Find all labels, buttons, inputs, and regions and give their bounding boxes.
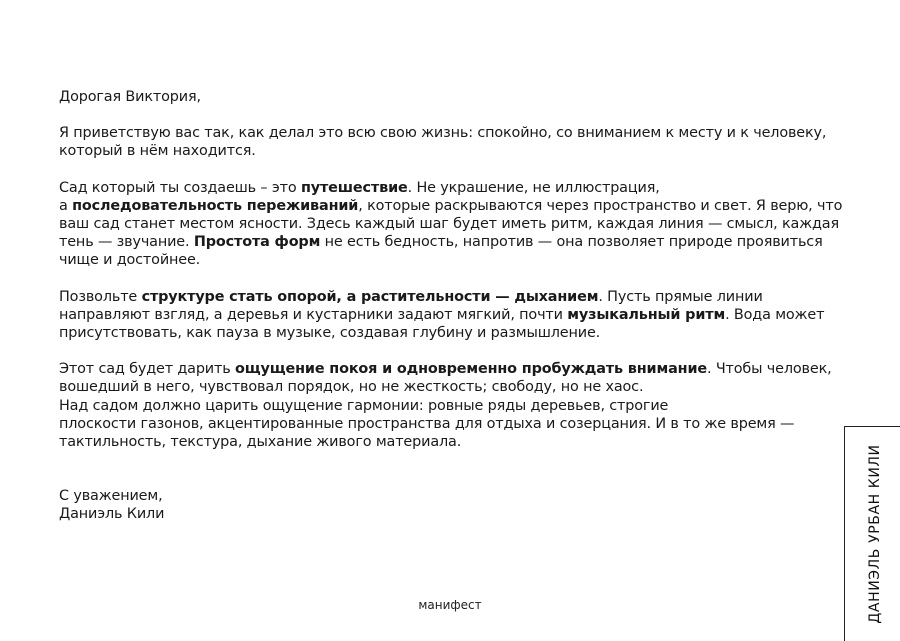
paragraph-3 <box>59 288 849 343</box>
paragraph-1: Я приветствую вас так, как делал это всю свою жизнь: спокойно, со вниманием к месту и к человеку, который в нём находится. <box>59 125 827 160</box>
greeting: Дорогая Виктория, <box>59 89 201 105</box>
paragraph-4 <box>59 360 849 451</box>
emphasis-journey: путешествие <box>300 179 408 196</box>
paragraph-3-text-2: . Пусть прямые линии направляют взгляд, а деревья и кустарники задают мягкий, почти <box>59 288 763 323</box>
paragraph-2-text-4: , которые раскрываются через пространство и свет. Я верю, что ваш сад станет местом ясности. Здесь каждый шаг будет иметь ритм, каждая линия — смысл, каждая тень — звучание. <box>59 197 843 251</box>
emphasis-structure: структуре стать опорой, а растительности — дыханием <box>141 288 599 305</box>
paragraph-2-text-3: а <box>59 197 73 214</box>
letter-body <box>59 88 849 524</box>
emphasis-calm: ощущение покоя и одновременно пробуждать внимание <box>235 361 707 378</box>
paragraph-2-text-2: . Не украшение, не иллюстрация, <box>407 179 660 196</box>
paragraph-3-text-3: . Вода может присутствовать, как пауза в музыке, создавая глубину и размышление. <box>59 306 825 342</box>
paragraph-4-text-3: Над садом должно царить ощущение гармонии: ровные ряды деревьев, строгие <box>59 397 669 414</box>
paragraph-4-text-1: Этот сад будет дарить <box>59 361 235 378</box>
paragraph-3-text-1: Позвольте <box>59 288 142 305</box>
signature: Даниэль Кили <box>59 506 165 523</box>
emphasis-rhythm: музыкальный ритм <box>567 306 726 323</box>
closing: С уважением, <box>59 488 163 505</box>
paragraph-2-text-1: Сад который ты создаешь – это <box>59 179 301 196</box>
paragraph-4-text-2: . Чтобы человек, вошедший в него, чувствовал порядок, но не жесткость; свободу, но не хаос. <box>59 361 832 396</box>
footer-label: манифест <box>418 598 482 612</box>
paragraph-2-text-5: не есть бедность, напротив — она позволяет природе проявиться чище и достойнее. <box>59 234 823 269</box>
emphasis-simplicity: Простота форм <box>193 234 321 251</box>
emphasis-sequence: последовательность переживаний <box>72 197 359 214</box>
paragraph-4-text-4: плоскости газонов, акцентированные пространства для отдыха и созерцания. И в то же время — тактильность, текстура, дыхание живого материала. <box>59 415 795 451</box>
side-tab <box>844 426 900 641</box>
side-tab-label: ДАНИЭЛЬ УРБАН КИЛИ <box>866 444 883 624</box>
paragraph-2 <box>59 179 849 270</box>
